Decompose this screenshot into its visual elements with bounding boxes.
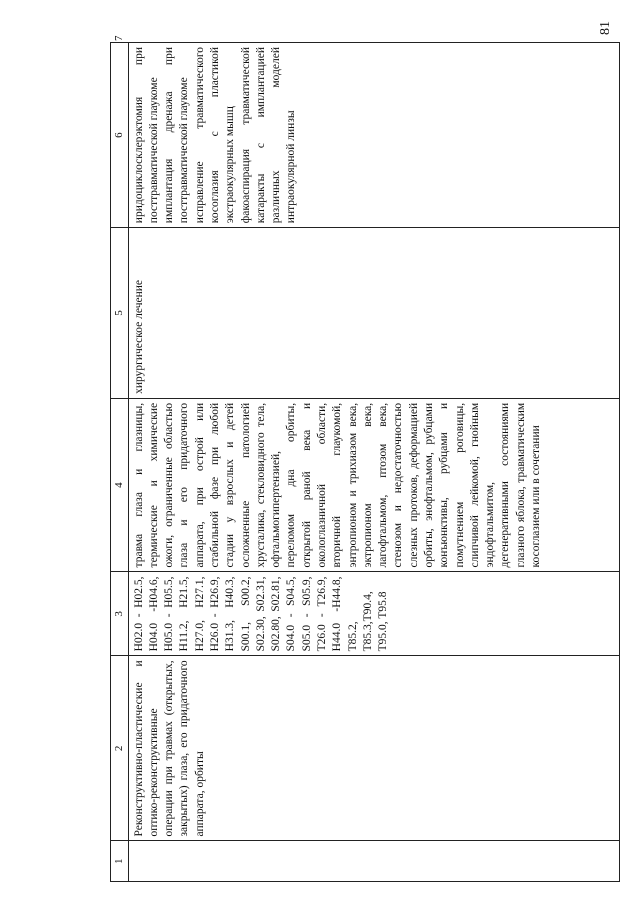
header-col-6: 6: [111, 43, 129, 228]
header-col-4: 4: [111, 398, 129, 572]
header-col-2: 2: [111, 656, 129, 841]
cell-treatment-type: хирургическое лечение: [128, 228, 619, 399]
cell-diagnosis: травма глаза и глазницы, термические и химические ожоги, ограниченные областью глаза и его придаточного аппарата, при острой или стабильной фазе при любой стадии у взрослых и детей осложненные патологией хрусталика, стекловидного тела, офтальмогипертензией, переломом дна орбиты, открытой раной века и окологлазничной области, вторичной глаукомой, энтропионом и трихиазом века, эктропионом века, лагофтальмом, птозом века, стенозом и недостаточностью слезных протоков, деформацией орбиты, энофтальмом, рубцами конъюнктивы, рубцами и помутнением роговицы, слипчивой лейкомой, гнойным эндофтальмитом, дегенеративными состояниями глазного яблока, травматическим косоглазием или в сочетании: [128, 398, 619, 572]
cell-number: [128, 841, 619, 882]
header-row: 1 2 3 4 5 6 7: [111, 43, 129, 882]
header-col-5: 5: [111, 228, 129, 399]
cell-icd-codes: H02.0 - H02.5, H04.0 -H04.6, H05.0 - H05.5, H11.2, H21.5, H27.0, H27.1, H26.0 - H26.9, H31.3, H40.3, S00.1, S00.2, S02.30, S02.31, S02.80, S02.81, S04.0 - S04.5, S05.0 - S05.9, T26.0 - T26.9, H44.0 -H44.8, T85.2, T85.3,T90.4, T95.0, T95.8: [128, 572, 619, 656]
table-row: [128, 43, 619, 882]
header-col-1: 1: [111, 841, 129, 882]
cell-methods: иридоциклосклерэктомия при посттравматической глаукоме имплантация дренажа при посттравматической глаукоме исправление травматического косоглазия с пластикой экстраокулярных мышц факоаспирация травматической катаракты с имплантацией различных моделей интраокулярной линзы: [128, 43, 619, 228]
rotated-table-container: [110, 35, 620, 882]
page-number: 81: [598, 21, 613, 35]
header-col-3: 3: [111, 572, 129, 656]
procedures-table: [110, 35, 620, 882]
cell-operation-name: Реконструктивно-пластические и оптико-реконструктивные операции при травмах (открытых, закрытых) глаза, его придаточного аппарата, орбиты: [128, 656, 619, 841]
